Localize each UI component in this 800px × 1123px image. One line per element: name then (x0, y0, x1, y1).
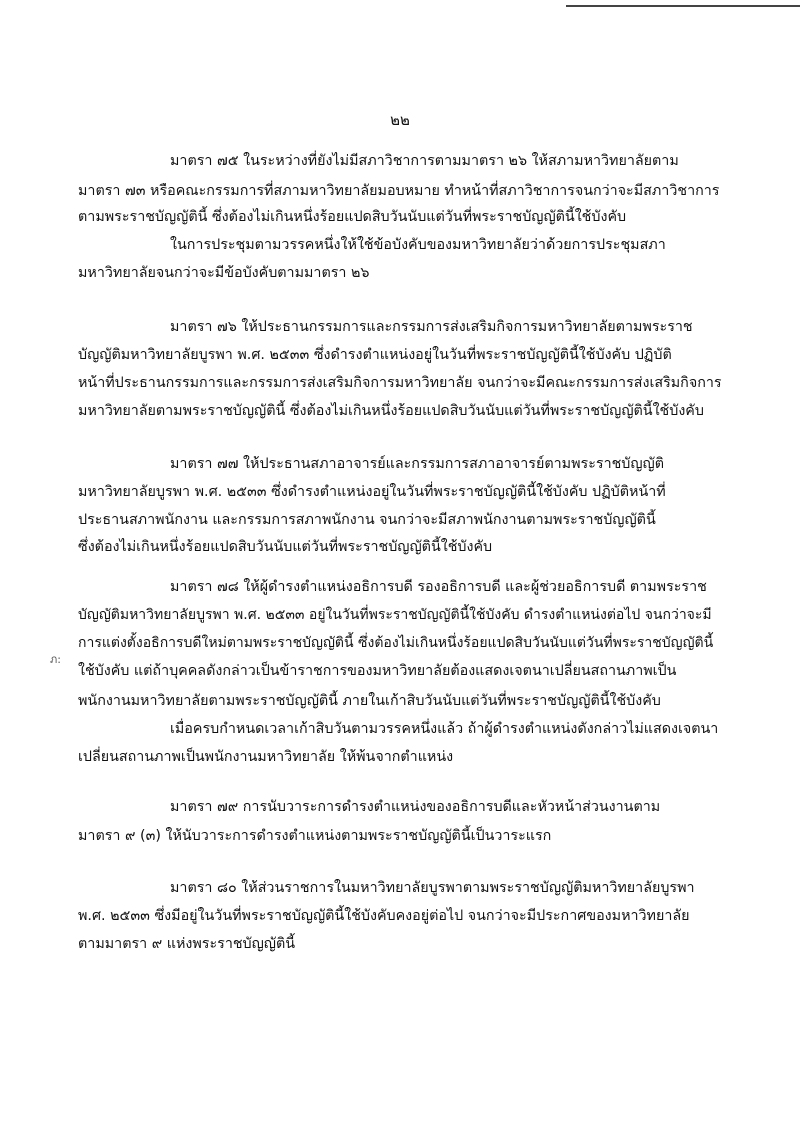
text-line: การแต่งตั้งอธิการบดีใหม่ตามพระราชบัญญัตินี้ ซึ่งต้องไม่เกินหนึ่งร้อยแปดสิบวันนับแต่วันที่พระราชบัญญัตินี้ (78, 635, 714, 651)
text-line: ประธานสภาพนักงาน และกรรมการสภาพนักงาน จนกว่าจะมีสภาพนักงานตามพระราชบัญญัตินี้ (78, 512, 656, 528)
text-line: ซึ่งต้องไม่เกินหนึ่งร้อยแปดสิบวันนับแต่วันที่พระราชบัญญัตินี้ใช้บังคับ (78, 539, 493, 555)
text-line: มหาวิทยาลัยจนกว่าจะมีข้อบังคับตามมาตรา ๒๖ (78, 265, 370, 281)
text-line: พ.ศ. ๒๕๓๓ ซึ่งมีอยู่ในวันที่พระราชบัญญัตินี้ใช้บังคับคงอยู่ต่อไป จนกว่าจะมีประกาศของมหาวิทยาลัย (78, 908, 690, 924)
text-line: มาตรา ๗๗ ให้ประธานสภาอาจารย์และกรรมการสภาอาจารย์ตามพระราชบัญญัติ (170, 456, 665, 472)
text-line: มาตรา ๗๕ ในระหว่างที่ยังไม่มีสภาวิชาการตามมาตรา ๒๖ ให้สภามหาวิทยาลัยตาม (170, 153, 679, 169)
scan-edge-line (566, 5, 800, 7)
text-line: มาตรา ๗๙ การนับวาระการดำรงตำแหน่งของอธิการบดีและหัวหน้าส่วนงานตาม (170, 799, 661, 815)
text-line: มหาวิทยาลัยตามพระราชบัญญัตินี้ ซึ่งต้องไม่เกินหนึ่งร้อยแปดสิบวันนับแต่วันที่พระราชบัญญัตินี้ใช้บังคับ (78, 403, 704, 419)
text-line: บัญญัติมหาวิทยาลัยบูรพา พ.ศ. ๒๕๓๓ ซึ่งดำรงตำแหน่งอยู่ในวันที่พระราชบัญญัตินี้ใช้บังคับ ปฏิบัติ (78, 347, 672, 363)
text-line: เปลี่ยนสถานภาพเป็นพนักงานมหาวิทยาลัย ให้พ้นจากตำแหน่ง (78, 749, 454, 765)
text-line: ตามมาตรา ๙ แห่งพระราชบัญญัตินี้ (78, 936, 296, 952)
text-line: หน้าที่ประธานกรรมการและกรรมการส่งเสริมกิจการมหาวิทยาลัย จนกว่าจะมีคณะกรรมการส่งเสริมกิจการ (78, 375, 722, 391)
text-line: มาตรา ๘๐ ให้ส่วนราชการในมหาวิทยาลัยบูรพาตามพระราชบัญญัติมหาวิทยาลัยบูรพา (170, 880, 695, 896)
text-line: มาตรา ๗๘ ให้ผู้ดำรงตำแหน่งอธิการบดี รองอธิการบดี และผู้ช่วยอธิการบดี ตามพระราช (170, 579, 707, 595)
text-line: มาตรา ๗๖ ให้ประธานกรรมการและกรรมการส่งเสริมกิจการมหาวิทยาลัยตามพระราช (170, 319, 693, 335)
margin-mark: ภ: (50, 653, 61, 666)
text-line: มหาวิทยาลัยบูรพา พ.ศ. ๒๕๓๓ ซึ่งดำรงตำแหน่งอยู่ในวันที่พระราชบัญญัตินี้ใช้บังคับ ปฏิบัติหน้าที่ (78, 484, 666, 500)
text-line: มาตรา ๗๓ หรือคณะกรรมการที่สภามหาวิทยาลัยมอบหมาย ทำหน้าที่สภาวิชาการจนกว่าจะมีสภาวิชาการ (78, 183, 720, 199)
text-line: ในการประชุมตามวรรคหนึ่งให้ใช้ข้อบังคับของมหาวิทยาลัยว่าด้วยการประชุมสภา (170, 237, 666, 253)
text-line: ใช้บังคับ แต่ถ้าบุคคลดังกล่าวเป็นข้าราชการของมหาวิทยาลัยต้องแสดงเจตนาเปลี่ยนสถานภาพเป็น (78, 663, 677, 679)
page-number: ๒๒ (390, 111, 410, 129)
text-line: ตามพระราชบัญญัตินี้ ซึ่งต้องไม่เกินหนึ่งร้อยแปดสิบวันนับแต่วันที่พระราชบัญญัตินี้ใช้บังคับ (78, 209, 627, 225)
text-line: บัญญัติมหาวิทยาลัยบูรพา พ.ศ. ๒๕๓๓ อยู่ในวันที่พระราชบัญญัตินี้ใช้บังคับ ดำรงตำแหน่งต่อไป จนกว่าจะมี (78, 607, 712, 623)
text-line: เมื่อครบกำหนดเวลาเก้าสิบวันตามวรรคหนึ่งแล้ว ถ้าผู้ดำรงตำแหน่งดังกล่าวไม่แสดงเจตนา (170, 721, 719, 737)
text-line: พนักงานมหาวิทยาลัยตามพระราชบัญญัตินี้ ภายในเก้าสิบวันนับแต่วันที่พระราชบัญญัตินี้ใช้บังคับ (78, 693, 661, 709)
text-line: มาตรา ๙ (๓) ให้นับวาระการดำรงตำแหน่งตามพระราชบัญญัตินี้เป็นวาระแรก (78, 828, 552, 844)
